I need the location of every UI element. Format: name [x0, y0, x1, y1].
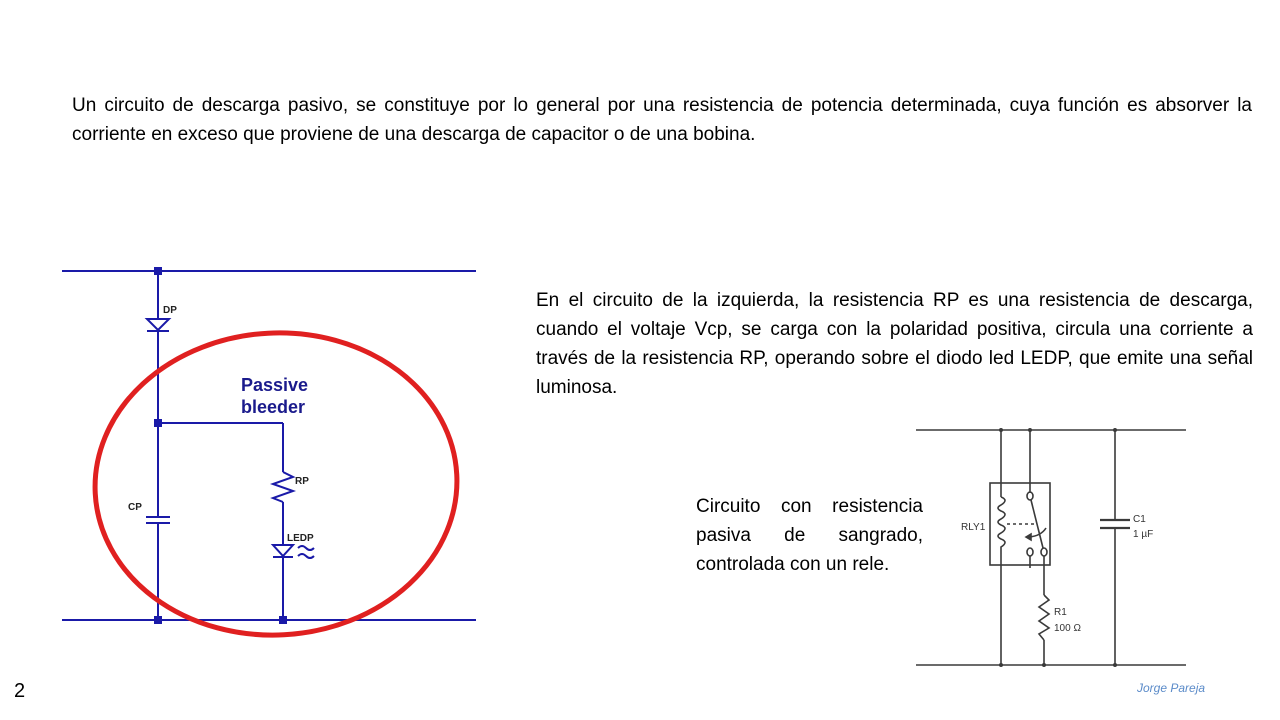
slide-number: 2: [14, 680, 26, 702]
label-c1-value: 1 µF: [1133, 529, 1154, 540]
passive-bleeder-title-line1: Passive: [241, 375, 309, 395]
relay-coil-icon: [998, 497, 1005, 554]
intro-paragraph: Un circuito de descarga pasivo, se constituye por lo general por una resistencia de potencia determinada, cuya función es absorver la corriente en exceso que proviene de una descarga de capacitor o de una bobina.: [72, 95, 1252, 145]
label-rp: RP: [295, 476, 309, 487]
capacitor-c1-symbol: [1100, 520, 1130, 528]
circuit-description: En el circuito de la izquierda, la resistencia RP es una resistencia de descarga, cuando el voltaje Vcp, se carga con la polaridad positiva, circula una corriente a través de la resistencia RP, operando sobre el diodo led LEDP, que emite una señal luminosa.: [536, 290, 1253, 398]
passive-bleeder-title-line2: bleeder: [241, 397, 306, 417]
label-c1: C1: [1133, 514, 1146, 525]
label-dp: DP: [163, 305, 177, 316]
resistor-r1-symbol: [1039, 595, 1049, 640]
label-r1: R1: [1054, 607, 1067, 618]
label-rly1: RLY1: [961, 522, 986, 533]
relay-circuit-caption: Circuito con resistencia pasiva de sangrado, controlada con un rele.: [696, 496, 923, 575]
label-ledp: LEDP: [287, 533, 314, 544]
label-r1-value: 100 Ω: [1054, 623, 1081, 634]
label-cp: CP: [128, 502, 142, 513]
author-name: Jorge Pareja: [1137, 681, 1206, 695]
